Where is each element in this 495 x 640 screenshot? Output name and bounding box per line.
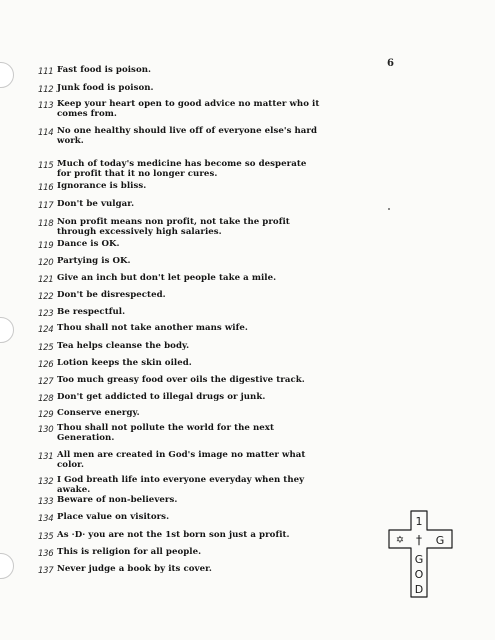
list-item [38, 376, 438, 387]
item-text: I God breath life into everyone everyday when they awake. [57, 475, 305, 495]
item-number: 115 [38, 161, 54, 171]
list-item [38, 100, 438, 119]
punch-hole-bottom [0, 553, 14, 579]
item-text: This is religion for all people. [57, 547, 202, 557]
stamp-right-label: G [435, 534, 445, 547]
list-item [38, 424, 438, 443]
list-item [38, 393, 438, 404]
item-text: All men are created in God's image no matter what color. [57, 450, 306, 470]
item-text: Lotion keeps the skin oiled. [57, 358, 192, 368]
item-text: Junk food is poison. [57, 83, 154, 93]
star-of-david-icon: ✡ [395, 535, 405, 546]
item-number: 136 [38, 549, 54, 559]
item-number: 131 [38, 452, 54, 462]
item-text: Beware of non-believers. [57, 495, 178, 505]
punch-hole-middle [0, 317, 14, 343]
item-number: 132 [38, 477, 54, 487]
list-item [38, 531, 438, 542]
item-text: Thou shall not pollute the world for the next Generation. [57, 423, 274, 443]
item-number: 127 [38, 377, 54, 387]
list-item [38, 476, 438, 495]
list-item [38, 200, 438, 211]
item-text: Place value on visitors. [57, 512, 170, 522]
cross-icon [386, 508, 456, 600]
list-item [38, 291, 438, 302]
list-item [38, 342, 438, 353]
item-text: Don't get addicted to illegal drugs or junk. [57, 392, 266, 402]
list-item [38, 218, 438, 237]
item-number: 121 [38, 275, 54, 285]
small-cross-icon: † [416, 533, 422, 547]
list-item [38, 565, 438, 576]
item-text: Be respectful. [57, 307, 126, 317]
item-text: Dance is OK. [57, 239, 120, 249]
item-text: Keep your heart open to good advice no matter who it comes from. [57, 99, 320, 119]
item-number: 120 [38, 258, 54, 268]
list-item [38, 451, 438, 470]
stamp-top-label: 1 [415, 515, 423, 528]
list-item [38, 308, 438, 319]
item-number: 117 [38, 201, 54, 211]
item-text: Non profit means non profit, not take the profit through excessively high salaries. [57, 217, 290, 237]
list-item [38, 84, 438, 95]
item-number: 113 [38, 101, 54, 111]
list-item [38, 548, 438, 559]
item-number: 137 [38, 566, 54, 576]
item-text: Conserve energy. [57, 408, 140, 418]
punch-hole-top [0, 62, 14, 88]
item-number: 123 [38, 309, 54, 319]
item-text: Fast food is poison. [57, 65, 152, 75]
list-item [38, 324, 438, 335]
cross-drawing [386, 508, 456, 600]
list-item [38, 127, 438, 146]
list-item [38, 240, 438, 251]
item-text: Much of today's medicine has become so desperate for profit that it no longer cures. [57, 159, 307, 179]
item-number: 130 [38, 425, 54, 435]
item-text: No one healthy should live off of everyone else's hard work. [57, 126, 318, 146]
list-item [38, 274, 438, 285]
item-text: Give an inch but don't let people take a mile. [57, 273, 277, 283]
item-number: 126 [38, 360, 54, 370]
stamp-letter-g: G [414, 553, 424, 566]
item-text: As ·D· you are not the 1st born son just a profit. [57, 530, 290, 540]
item-number: 114 [38, 128, 54, 138]
list-item [38, 409, 438, 420]
item-number: 122 [38, 292, 54, 302]
item-number: 111 [38, 67, 54, 77]
item-text: Don't be disrespected. [57, 290, 166, 300]
item-text: Ignorance is bliss. [57, 181, 147, 191]
list-item [38, 257, 438, 268]
item-number: 112 [38, 85, 54, 95]
item-text: Partying is OK. [57, 256, 131, 266]
item-text: Tea helps cleanse the body. [57, 341, 190, 351]
item-number: 125 [38, 343, 54, 353]
list-item [38, 160, 438, 179]
item-number: 129 [38, 410, 54, 420]
item-number: 124 [38, 325, 54, 335]
item-number: 116 [38, 183, 54, 193]
item-text: Thou shall not take another mans wife. [57, 323, 248, 333]
item-number: 118 [38, 219, 54, 229]
item-number: 135 [38, 532, 54, 542]
list-item [38, 359, 438, 370]
stamp-letter-o: O [414, 568, 424, 581]
item-text: Don't be vulgar. [57, 199, 135, 209]
stamp-letter-d: D [414, 583, 424, 596]
item-text: Too much greasy food over oils the digestive track. [57, 375, 305, 385]
list-item [38, 182, 438, 193]
list-item [38, 513, 438, 524]
item-number: 133 [38, 497, 54, 507]
item-number: 128 [38, 394, 54, 404]
item-number: 134 [38, 514, 54, 524]
item-number: 119 [38, 241, 54, 251]
item-text: Never judge a book by its cover. [57, 564, 212, 574]
list-item [38, 496, 438, 507]
list-item [38, 66, 438, 77]
page-number: 6 [387, 58, 394, 69]
